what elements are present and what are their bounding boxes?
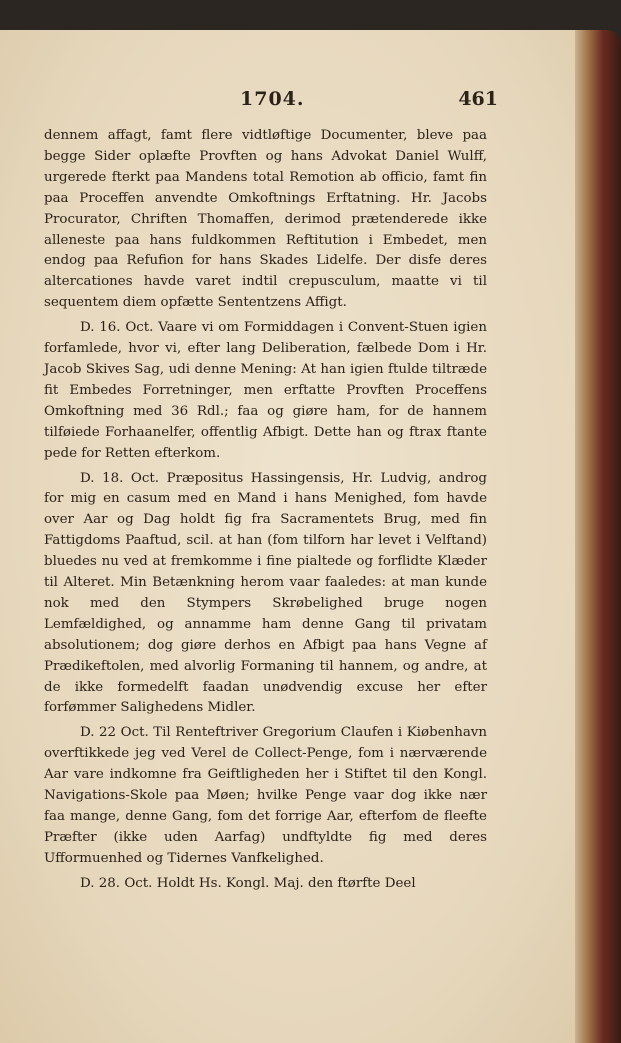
paragraph-28-oct: D. 28. Oct. Holdt Hs. Kongl. Maj. den ftørfte Deel (80, 875, 416, 891)
paragraph-16-oct: D. 16. Oct. Vaare vi om Formiddagen i Convent-Stuen igien forfamlede, hvor vi, efter lang Deliberation, fælbede Dom i Hr. Jacob Skives Sag, udi denne Mening: At han igien ftulde tiltræde fit Embedes Forretninger, men erftatte Provften Proceffens Omkoftning med 36 Rdl.; faa og giøre ham, for de hannem tilføiede Forhaanelfer, offentlig Afbigt. Dette han og ftrax ftante pede for Retten efterkom. (44, 320, 487, 461)
page-text (44, 126, 487, 899)
page-number: 461 (458, 88, 498, 110)
header-year: 1704. (240, 88, 305, 110)
running-header (40, 88, 550, 112)
book-spine-edge (575, 30, 621, 1043)
paragraph-continued: dennem affagt, famt flere vidtløftige Documenter, bleve paa begge Sider oplæfte Provften og hans Advokat Daniel Wulff, urgerede fterkt paa Mandens total Remotion ab officio, famt fin paa Proceffen anvendte Omkoftnings Erftatning. Hr. Jacobs Procurator, Chriften Thomaffen, derimod prætenderede ikke alleneste paa hans fuldkommen Reftitution i Embedet, men endog paa Refufion for hans Skades Lidelfe. Der disfe deres altercationes havde varet indtil crepusculum, maatte vi til sequentem diem opfætte Sententzens Affigt. (44, 128, 487, 311)
paragraph-18-oct: D. 18. Oct. Præpositus Hassingensis, Hr. Ludvig, androg for mig en casum med en Mand i hans Menighed, fom havde over Aar og Dag holdt fig fra Sacramentets Brug, med fin Fattigdoms Paaftud, scil. at han (fom tilforn har levet i Velftand) bluedes nu ved at fremkomme i fine pialtede og forflidte Klæder til Alteret. Min Betænkning herom vaar faaledes: at man kunde nok med den Stympers Skrøbelighed bruge nogen Lemfældighed, og annamme ham denne Gang til privatam absolutionem; dog giøre derhos en Afbigt paa hans Vegne af Prædikeftolen, med alvorlig Formaning til hannem, og andre, at de ikke formedelft faadan unødvendig excuse her efter forfømmer Salighedens Midler. (44, 470, 487, 716)
paragraph-22-oct: D. 22 Oct. Til Renteftriver Gregorium Claufen i Kiøbenhavn overftikkede jeg ved Verel de Collect-Penge, fom i nærværende Aar vare indkomne fra Geiftligheden her i Stiftet til den Kongl. Navigations-Skole paa Møen; hvilke Penge vaar dog ikke nær faa mange, denne Gang, fom det forrige Aar, efterfom de fleefte Præfter (ikke uden Aarfag) undftyldte fig med deres Ufformuenhed og Tidernes Vanfkelighed. (44, 725, 487, 866)
